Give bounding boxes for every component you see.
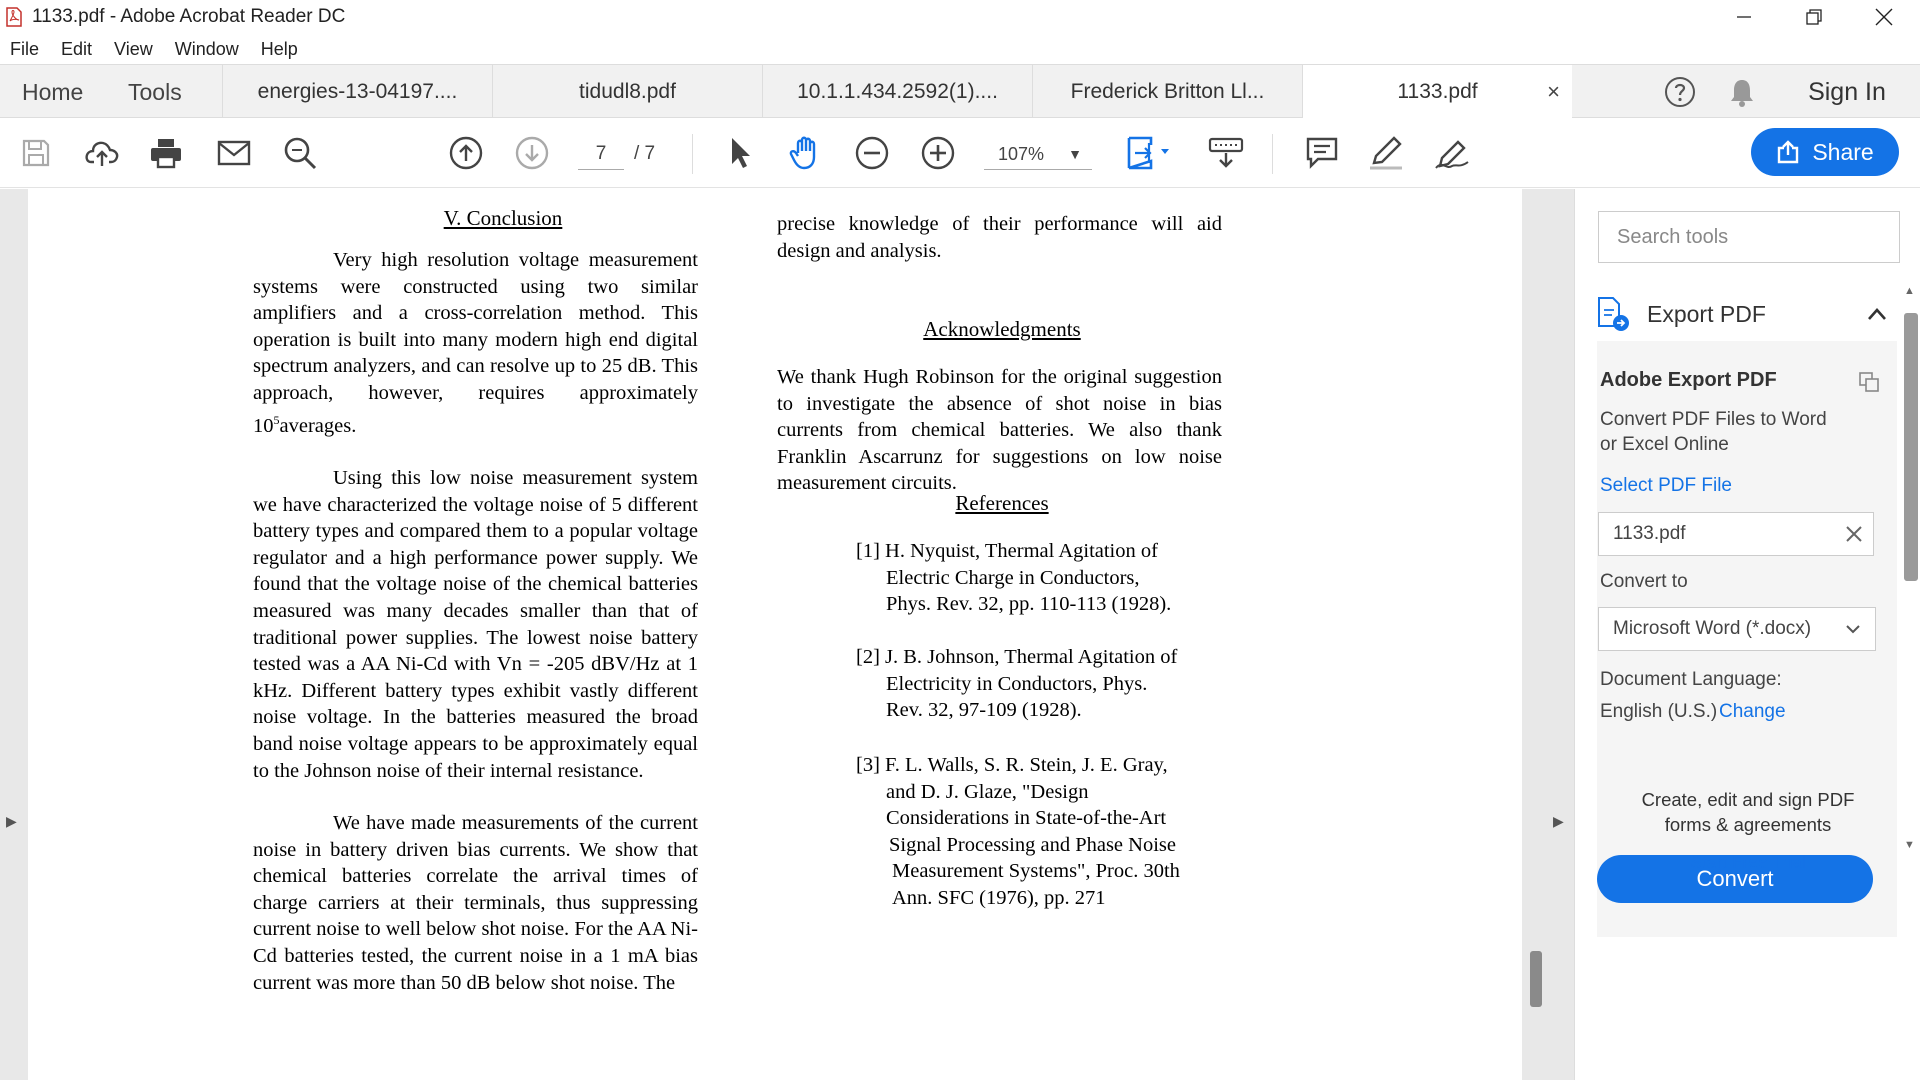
zoom-select[interactable] [984, 138, 1092, 170]
notifications-button[interactable] [1722, 65, 1762, 119]
export-pdf-title: Export PDF [1647, 300, 1766, 327]
restore-icon [1806, 9, 1822, 25]
hand-icon [789, 135, 823, 171]
next-page-button[interactable] [514, 135, 550, 171]
toolbar-divider [1272, 134, 1273, 174]
select-pdf-file-link[interactable]: Select PDF File [1600, 475, 1732, 496]
sign-in-button[interactable] [1792, 65, 1902, 119]
fit-page-icon [1125, 135, 1173, 171]
tab-bar [0, 64, 1920, 118]
tab-label: Frederick Britton Ll... [1070, 80, 1265, 103]
menu-bar [0, 34, 1920, 64]
cursor-arrow-icon [727, 136, 753, 170]
promo-line1: Create, edit and sign PDF [1641, 789, 1855, 810]
doc-tab-10-1-1[interactable] [762, 65, 1032, 119]
doc-tab-energies[interactable] [222, 65, 492, 119]
keyboard-scroll-icon [1208, 137, 1244, 169]
export-pdf-header[interactable] [1595, 287, 1895, 341]
highlight-button[interactable] [1368, 135, 1404, 171]
help-button[interactable] [1660, 65, 1700, 119]
selected-file-name: 1133.pdf [1613, 523, 1686, 544]
tab-close-icon[interactable]: × [1547, 79, 1560, 104]
comment-icon [1306, 137, 1338, 169]
right-column-top: precise knowledge of their performance will aid design and analysis. [777, 213, 1222, 262]
search-icon [283, 136, 317, 170]
selected-file-field[interactable] [1598, 512, 1874, 556]
promo-line2: forms & agreements [1664, 814, 1832, 835]
page-total: / 7 [634, 143, 656, 164]
minimize-button[interactable] [1714, 0, 1774, 34]
chevron-down-icon [1845, 624, 1861, 634]
doc-tab-1133-active[interactable] [1302, 65, 1572, 120]
acknowledgments-heading: Acknowledgments [923, 317, 1081, 341]
change-language-link[interactable]: Change [1719, 701, 1786, 722]
window-title: 1133.pdf - Adobe Acrobat Reader DC [32, 6, 346, 27]
export-pdf-icon [1595, 296, 1631, 332]
select-tool-button[interactable] [722, 135, 758, 171]
pen-icon [1368, 136, 1404, 170]
language-value: English (U.S.) [1600, 701, 1718, 722]
reference-1: [1] H. Nyquist, Thermal Agitation of Electric Charge in Conductors, Phys. Rev. 32, pp. 110-113 (1928). [856, 540, 1172, 616]
hand-tool-button[interactable] [788, 135, 824, 171]
tab-label: energies-13-04197.... [257, 80, 458, 103]
paragraph-1: Very high resolution voltage measurement systems were constructed using two similar amplifiers and a cross-correlation method. This operation is built into many modern high end digital spectrum analyzers, and can resolve up to 25 dB. This approach, however, requires approximately $10^5averages$. [253, 249, 698, 437]
pdf-page [28, 189, 1522, 1080]
email-button[interactable] [216, 135, 252, 171]
start-free-trial-link[interactable]: Start Free Trial [1690, 852, 1806, 872]
comment-button[interactable] [1304, 135, 1340, 171]
previous-page-button[interactable] [448, 135, 484, 171]
arrow-down-circle-icon [515, 136, 549, 170]
tools-tab[interactable]: Tools [128, 79, 182, 105]
share-icon [1776, 140, 1800, 164]
sign-in-label: Sign In [1808, 77, 1886, 106]
zoom-out-button[interactable] [854, 135, 890, 171]
search-tools-input[interactable]: Search tools [1598, 211, 1900, 263]
zoom-in-icon [921, 136, 955, 170]
format-value: Microsoft Word (*.docx) [1613, 618, 1812, 639]
conclusion-heading: V. Conclusion [443, 206, 563, 230]
help-icon [1664, 76, 1696, 108]
clear-file-icon[interactable] [1845, 525, 1863, 543]
paragraph-3: We have made measurements of the current noise in battery driven bias currents. We show that chemical batteries correlate the arrival times of charge carriers at their terminals, thus suppressing current noise to well below shot noise. For the AA Ni-Cd batteries tested, the current noise in a 1 mA bias current was more than 50 dB below shot noise. The [253, 812, 698, 994]
menu-view[interactable]: View [114, 38, 153, 59]
document-viewport[interactable] [0, 189, 1574, 1080]
acknowledgments-text: We thank Hugh Robinson for the original suggestion to investigate the absence of shot noise in bias currents from chemical batteries. We also thank Franklin Ascarrunz for suggestions on low noise measurement circuits. [777, 366, 1222, 495]
save-button[interactable] [18, 135, 54, 171]
reference-2: [2] J. B. Johnson, Thermal Agitation of Electricity in Conductors, Phys. Rev. 32, 97-109 (1928). [856, 646, 1178, 722]
tab-label: 1133.pdf [1397, 80, 1478, 103]
restore-button[interactable] [1784, 0, 1844, 34]
left-column [253, 247, 698, 1022]
bell-icon [1728, 77, 1756, 107]
document-scrollbar-thumb[interactable] [1530, 951, 1542, 1007]
document-language-label: Document Language: [1600, 669, 1782, 690]
signature-icon [1434, 136, 1470, 170]
sign-button[interactable] [1434, 135, 1470, 171]
references-heading: References [955, 491, 1049, 515]
find-button[interactable] [282, 135, 318, 171]
home-tab[interactable]: Home [22, 79, 84, 105]
save-icon [21, 138, 51, 168]
promo-block [1575, 787, 1920, 873]
convert-button[interactable]: Convert [1597, 855, 1873, 903]
share-button[interactable] [1751, 128, 1899, 176]
close-icon [1875, 8, 1893, 26]
print-button[interactable] [148, 135, 184, 171]
title-bar [0, 0, 1920, 34]
tools-panel [1574, 189, 1920, 1080]
paragraph-2: Using this low noise measurement system we have characterized the voltage noise of 5 different battery types and compared them to a popular voltage regulator and a high performance power supply. We found that the voltage noise of the chemical batteries measured was many decades smaller than that of traditional power supplies. The lowest noise battery tested was a AA Ni-Cd with Vn = -205 dBV/Hz at 1 kHz. Different battery types exhibit vastly different noise voltage. In the batteries measured the broad band noise voltage appears to be approximately equal to the Johnson noise of their internal resistance. [253, 466, 698, 782]
close-window-button[interactable] [1854, 0, 1914, 34]
scroll-down-arrow-icon[interactable]: ▼ [1904, 839, 1915, 851]
upload-button[interactable] [84, 135, 120, 171]
cloud-upload-icon [85, 138, 119, 168]
print-icon [149, 137, 183, 169]
toolbar [0, 118, 1920, 188]
export-description-line1: Convert PDF Files to Word [1600, 409, 1827, 430]
mail-icon [217, 140, 251, 166]
arrow-up-circle-icon [449, 136, 483, 170]
minimize-icon [1736, 9, 1752, 25]
scroll-mode-button[interactable] [1206, 135, 1246, 171]
tab-label: tidudl8.pdf [579, 80, 676, 103]
acrobat-app-icon [6, 7, 22, 27]
share-label: Share [1812, 138, 1874, 165]
zoom-out-icon [855, 136, 889, 170]
format-select[interactable] [1598, 607, 1876, 651]
scroll-up-arrow-icon[interactable]: ▲ [1904, 285, 1915, 297]
export-description-line2: or Excel Online [1600, 434, 1729, 455]
menu-file[interactable]: File [10, 38, 40, 59]
menu-window[interactable]: Window [174, 38, 239, 59]
right-panel-toggle-icon[interactable]: ▶ [1553, 813, 1564, 829]
chevron-up-icon[interactable] [1867, 307, 1887, 321]
menu-help[interactable]: Help [260, 38, 298, 59]
doc-tab-frederick[interactable] [1032, 65, 1302, 119]
adobe-export-pdf-label: Adobe Export PDF [1600, 369, 1777, 391]
chevron-down-icon: ▼ [1068, 146, 1082, 162]
toolbar-divider [692, 134, 693, 174]
page-number-input[interactable]: 7 [578, 138, 624, 170]
tab-label: 10.1.1.434.2592(1).... [797, 80, 998, 103]
page-fit-button[interactable] [1124, 135, 1174, 171]
menu-edit[interactable]: Edit [61, 38, 93, 59]
zoom-value: 107% [998, 144, 1045, 164]
document-scrollbar[interactable] [1526, 189, 1548, 1080]
left-panel-toggle-icon[interactable]: ▶ [6, 813, 17, 829]
reference-3: [3] F. L. Walls, S. R. Stein, J. E. Gray, and D. J. Glaze, "Design Considerations in State-of-the-Art Signal Processing and Phase Noise Measurement Systems", Proc. 30th Ann. SFC (1976), pp. 271 [856, 754, 1180, 909]
doc-tab-tidudl8[interactable] [492, 65, 762, 119]
copy-icon[interactable] [1858, 371, 1880, 393]
convert-to-label: Convert to [1600, 571, 1688, 592]
panel-scrollbar-thumb[interactable] [1904, 313, 1918, 581]
zoom-in-button[interactable] [920, 135, 956, 171]
